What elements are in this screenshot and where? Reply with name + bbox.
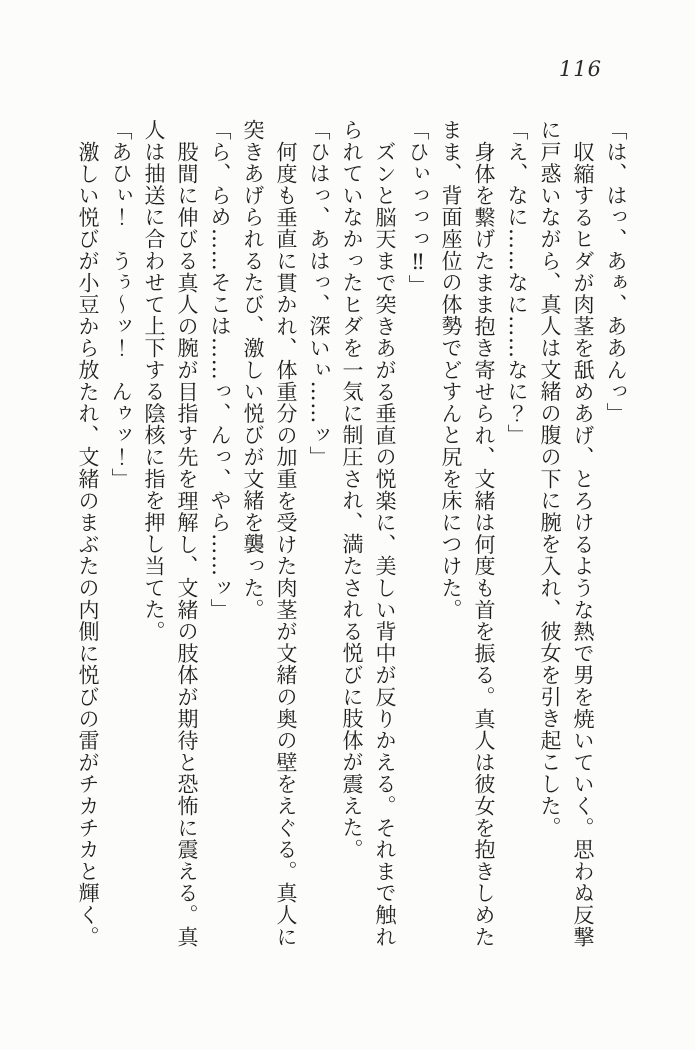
text-line-16: 「あひぃ！ うぅ〜ッ！ んゥッ！」	[109, 119, 133, 490]
text-line-7: 「ひぃっっっ‼」	[406, 119, 430, 297]
text-line-5: 身体を繋げたまま抱き寄せられ、文緒は何度も首を振る。真人は彼女を抱きしめた	[472, 141, 496, 948]
text-line-3: に戸惑いながら、真人は文緒の腹の下に腕を入れ、彼女を引き起こした。	[538, 119, 562, 839]
body-text-block	[71, 119, 632, 955]
text-line-17: 激しい悦びが小豆から放たれ、文緒のまぶたの内側に悦びの雷がチカチカと輝く。	[76, 141, 100, 948]
text-line-14: 股間に伸びる真人の腕が目指す先を理解し、文緒の肢体が期待と恐怖に震える。真	[175, 141, 199, 948]
text-line-13: 「ら、らめ……そこは……っ、んっ、やら……ッ」	[208, 119, 232, 621]
text-line-12: 突きあげられるたび、激しい悦びが文緒を襲った。	[241, 119, 265, 621]
text-line-10: 「ひはっ、あはっ、深いぃ……ッ」	[307, 119, 331, 468]
text-line-9: られていなかったヒダを一気に制圧され、満たされる悦びに肢体が震えた。	[340, 119, 364, 861]
text-line-11: 何度も垂直に貫かれ、体重分の加重を受けた肉茎が文緒の奥の壁をえぐる。真人に	[274, 141, 298, 948]
text-line-6: まま、背面座位の体勢でどすんと尻を床につけた。	[439, 119, 463, 621]
text-line-2: 収縮するヒダが肉茎を舐めあげ、とろけるような熱で男を焼いていく。思わぬ反撃	[571, 141, 595, 948]
text-line-1: 「は、はっ、あぁ、ああんっ」	[604, 119, 628, 425]
page-number: 116	[558, 57, 602, 81]
text-line-15: 人は抽送に合わせて上下する陰核に指を押し当てた。	[142, 119, 166, 643]
text-line-4: 「え、なに……なに……なに？」	[505, 119, 529, 446]
text-line-8: ズンと脳天まで突きあがる垂直の悦楽に、美しい背中が反りかえる。それまで触れ	[373, 141, 397, 948]
